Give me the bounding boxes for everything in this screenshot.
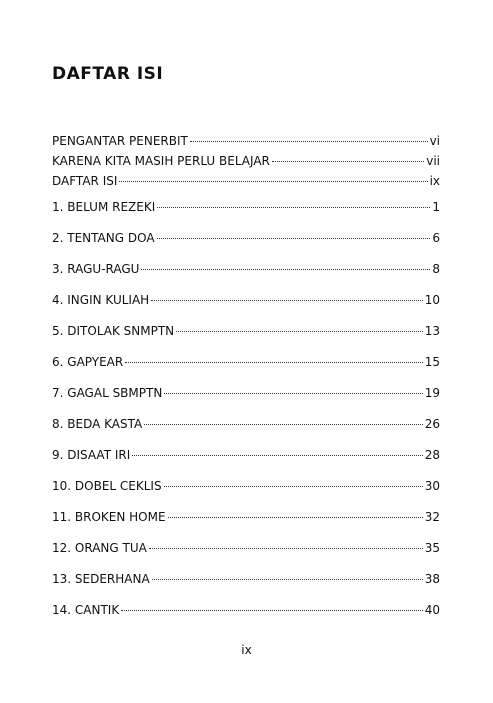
toc-entry-page: 32 bbox=[424, 510, 440, 524]
dot-leader bbox=[144, 424, 422, 425]
toc-entry-page: 19 bbox=[424, 386, 440, 400]
dot-leader bbox=[164, 486, 423, 487]
toc-entry-page: 13 bbox=[424, 324, 440, 338]
toc-entry-page: 35 bbox=[424, 541, 440, 555]
toc-entry-page: 15 bbox=[424, 355, 440, 369]
toc-entry-page: ix bbox=[429, 174, 440, 188]
toc-entry-page: 10 bbox=[424, 293, 440, 307]
toc-entry-page: 8 bbox=[432, 262, 440, 276]
dot-leader bbox=[141, 269, 430, 270]
toc-entry[interactable] bbox=[52, 417, 440, 431]
toc-entry-title: 14. CANTIK bbox=[52, 603, 120, 617]
toc-entry[interactable] bbox=[52, 154, 440, 168]
toc-entry-title: PENGANTAR PENERBIT bbox=[52, 134, 188, 148]
dot-leader bbox=[176, 331, 423, 332]
toc-entry-page: 38 bbox=[424, 572, 440, 586]
dot-leader bbox=[119, 181, 427, 182]
toc-entry[interactable] bbox=[52, 386, 440, 400]
dot-leader bbox=[125, 362, 423, 363]
toc-entry[interactable] bbox=[52, 448, 440, 462]
table-of-contents bbox=[52, 134, 440, 617]
toc-entry-title: 11. BROKEN HOME bbox=[52, 510, 166, 524]
toc-entry[interactable] bbox=[52, 479, 440, 493]
dot-leader bbox=[149, 548, 423, 549]
toc-entry[interactable] bbox=[52, 355, 440, 369]
dot-leader bbox=[157, 238, 431, 239]
toc-entry-title: DAFTAR ISI bbox=[52, 174, 118, 188]
page-title: DAFTAR ISI bbox=[52, 64, 164, 84]
dot-leader bbox=[164, 393, 422, 394]
toc-entry[interactable] bbox=[52, 231, 440, 245]
toc-entry-title: 12. ORANG TUA bbox=[52, 541, 147, 555]
toc-entry[interactable] bbox=[52, 572, 440, 586]
toc-entry-title: 10. DOBEL CEKLIS bbox=[52, 479, 162, 493]
toc-entry-page: vii bbox=[426, 154, 440, 168]
toc-entry-page: 1 bbox=[432, 200, 440, 214]
toc-entry-page: 26 bbox=[424, 417, 440, 431]
page-number: ix bbox=[241, 643, 252, 657]
toc-entry-title: 2. TENTANG DOA bbox=[52, 231, 155, 245]
toc-entry-title: 6. GAPYEAR bbox=[52, 355, 124, 369]
toc-entry-page: 30 bbox=[424, 479, 440, 493]
toc-entry-page: 6 bbox=[432, 231, 440, 245]
toc-entry-page: 40 bbox=[424, 603, 440, 617]
toc-entry[interactable] bbox=[52, 541, 440, 555]
toc-entry-title: KARENA KITA MASIH PERLU BELAJAR bbox=[52, 154, 270, 168]
toc-entry[interactable] bbox=[52, 174, 440, 188]
toc-entry[interactable] bbox=[52, 134, 440, 148]
toc-entry-title: 3. RAGU-RAGU bbox=[52, 262, 140, 276]
toc-entry[interactable] bbox=[52, 324, 440, 338]
dot-leader bbox=[168, 517, 423, 518]
dot-leader bbox=[152, 579, 423, 580]
dot-leader bbox=[272, 161, 424, 162]
toc-entry[interactable] bbox=[52, 200, 440, 214]
toc-entry-title: 5. DITOLAK SNMPTN bbox=[52, 324, 175, 338]
toc-entry[interactable] bbox=[52, 293, 440, 307]
dot-leader bbox=[190, 141, 428, 142]
dot-leader bbox=[121, 610, 423, 611]
dot-leader bbox=[151, 300, 423, 301]
toc-entry-title: 7. GAGAL SBMPTN bbox=[52, 386, 163, 400]
toc-entry-page: 28 bbox=[424, 448, 440, 462]
toc-entry[interactable] bbox=[52, 262, 440, 276]
toc-entry-title: 8. BEDA KASTA bbox=[52, 417, 143, 431]
toc-entry-page: vi bbox=[429, 134, 440, 148]
toc-entry-title: 1. BELUM REZEKI bbox=[52, 200, 156, 214]
dot-leader bbox=[157, 207, 430, 208]
dot-leader bbox=[132, 455, 422, 456]
toc-entry-title: 9. DISAAT IRI bbox=[52, 448, 131, 462]
toc-entry[interactable] bbox=[52, 510, 440, 524]
toc-entry-title: 13. SEDERHANA bbox=[52, 572, 150, 586]
toc-entry[interactable] bbox=[52, 603, 440, 617]
toc-entry-title: 4. INGIN KULIAH bbox=[52, 293, 150, 307]
